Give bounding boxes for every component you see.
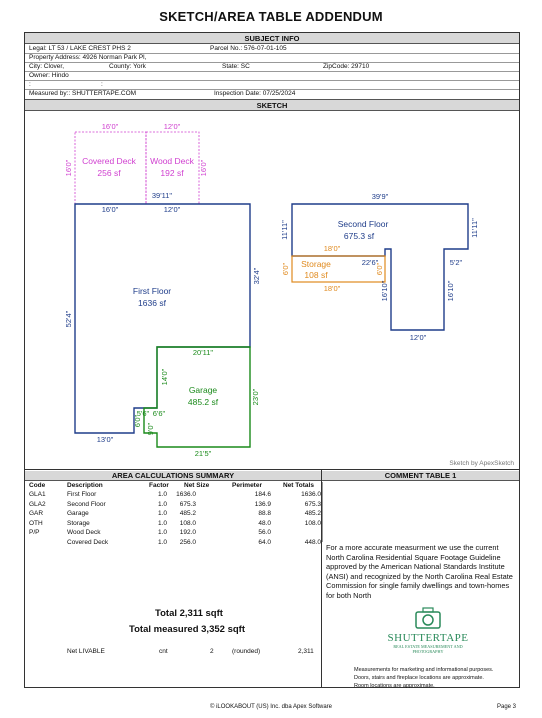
calc-cell: 88.8 (258, 510, 271, 517)
dim-storage-bottom: 18'0" (323, 284, 341, 293)
net-livable-rounded: (rounded) (232, 648, 261, 655)
dim-first-floor-left: 52'4" (64, 310, 73, 328)
blank-field-2: : (101, 81, 103, 88)
page-title: SKETCH/AREA TABLE ADDENDUM (159, 9, 383, 24)
dim-second-floor-right: 11'11" (470, 218, 479, 238)
calc-cell: 56.0 (258, 529, 271, 536)
sketch-header: SKETCH (25, 99, 519, 111)
dim-second-floor-inner: 22'6" (361, 258, 379, 267)
calc-cell: GLA2 (29, 500, 46, 508)
wood-deck-name: Wood Deck (150, 156, 194, 166)
calc-cell: 184.6 (254, 491, 271, 498)
dim-wood-deck-top: 12'0" (163, 122, 181, 131)
calc-cell: Garage (67, 510, 89, 517)
calc-cell: 448.0 (304, 538, 321, 546)
dim-storage-top: 18'0" (323, 244, 341, 253)
calc-cell: 1.0 (158, 529, 168, 536)
calc-cell: 485.2 (179, 510, 196, 517)
col-perimeter: Perimeter (232, 482, 262, 489)
zip-code: ZipCode: 29710 (323, 63, 370, 70)
dim-first-floor-top-total: 39'11" (151, 191, 173, 200)
dim-garage-bottom: 21'5" (194, 449, 212, 458)
garage-area: 485.2 sf (187, 397, 219, 407)
calc-cell: 1.0 (158, 491, 168, 498)
first-floor-name: First Floor (132, 286, 172, 296)
calc-cell: Wood Deck (67, 529, 101, 536)
second-floor-name: Second Floor (337, 219, 389, 229)
total-sqft: Total 2,311 sqft (155, 608, 223, 619)
dim-covered-deck-top: 16'0" (101, 122, 119, 131)
logo-tagline: REAL ESTATE MEASUREMENT AND PHOTOGRAPHY (393, 644, 463, 654)
comment-table-header: COMMENT TABLE 1 (322, 471, 519, 481)
calc-cell: 1.0 (158, 510, 168, 517)
col-net-size: Net Size (184, 482, 210, 489)
dim-garage-small-d: 9'0" (146, 422, 155, 436)
dim-garage-left: 14'0" (160, 368, 169, 386)
dim-second-floor-leg-right: 16'10" (446, 280, 455, 302)
calc-cell: 675.3 (304, 500, 321, 508)
calc-cell: 108.0 (179, 519, 196, 527)
copyright: © iLOOKABOUT (US) Inc. dba Apex Software (209, 704, 333, 710)
logo-name: SHUTTERTAPE (387, 632, 469, 644)
covered-deck-name: Covered Deck (82, 156, 136, 166)
calc-cell: 64.0 (258, 538, 271, 546)
dim-garage-top: 20'11" (192, 348, 214, 357)
comment-text: For a more accurate measurment we use the current North Carolina Residential Square Footage Guideline approved by the American National Standards Institute (ANSI) and recognized by the North Carolina Real Estate Commission for single family dwellings and town-homes for both North (326, 543, 513, 600)
dim-first-floor-top-a: 16'0" (101, 205, 119, 214)
col-code: Code (29, 482, 46, 489)
net-livable-cnt: cnt (159, 648, 168, 655)
dim-first-floor-bottom: 13'0" (96, 435, 114, 444)
calc-cell: 1.0 (158, 500, 168, 508)
dim-garage-small-c: 6'0" (133, 414, 142, 428)
calc-cell: 136.9 (254, 500, 271, 508)
area-calc-header: AREA CALCULATIONS SUMMARY (25, 471, 321, 481)
calc-cell: OTH (29, 519, 43, 527)
second-floor-area: 675.3 sf (343, 231, 375, 241)
camera-logo-icon (413, 605, 443, 631)
net-livable-label: Net LIVABLE (67, 648, 105, 655)
col-description: Description (67, 482, 103, 489)
dim-garage-small-a: 5'6" (136, 409, 150, 418)
calc-cell: 192.0 (179, 529, 196, 536)
storage-area: 108 sf (304, 270, 328, 280)
inspection-date: Inspection Date: 07/25/2024 (214, 90, 296, 97)
first-floor-area: 1636 sf (138, 298, 166, 308)
dim-first-floor-right: 32'4" (252, 267, 261, 285)
calc-cell: Covered Deck (67, 538, 109, 546)
dim-second-floor-top: 39'9" (371, 192, 389, 201)
state: State: SC (222, 63, 250, 70)
calc-cell: 1.0 (158, 519, 168, 527)
calc-cell: P/P (29, 529, 40, 536)
subject-info-header: SUBJECT INFO (25, 33, 519, 44)
calc-cell: 108.0 (304, 519, 321, 527)
dim-first-floor-top-b: 12'0" (163, 205, 181, 214)
first-floor-outline (75, 204, 250, 436)
note-rooms: Room locations are approximate. (354, 683, 435, 689)
calc-cell: 1636.0 (176, 491, 196, 498)
calc-cell: 1636.0 (301, 491, 321, 498)
calc-cell: Second Floor (67, 500, 106, 508)
dim-garage-small-b: 6'6" (152, 409, 166, 418)
page-number: Page 3 (497, 704, 517, 710)
calc-cell: 1.0 (158, 538, 168, 546)
wood-deck-area: 192 sf (160, 168, 184, 178)
storage-name: Storage (301, 259, 331, 269)
owner: Owner: Hindo (29, 72, 69, 79)
garage-name: Garage (188, 385, 218, 395)
calc-cell: 256.0 (179, 538, 196, 546)
calc-cell: 48.0 (258, 519, 271, 527)
county: County: York (109, 63, 146, 70)
dim-garage-right: 23'0" (251, 388, 260, 406)
net-livable-value: 2,311 (298, 648, 314, 655)
dim-second-floor-step: 5'2" (449, 258, 463, 267)
dim-storage-left: 6'0" (281, 262, 290, 276)
dim-second-floor-leg-left: 16'10" (380, 280, 389, 302)
calc-cell: First Floor (67, 491, 97, 498)
dim-wood-deck-right: 16'0" (199, 159, 208, 177)
net-livable-count: 2 (210, 648, 214, 655)
measured-by: Measured by:: SHUTTERTAPE.COM (29, 90, 137, 97)
blank-field-1: : (29, 81, 31, 88)
dim-second-floor-bottom: 12'0" (409, 333, 427, 342)
note-marketing: Measurements for marketing and informational purposes. (354, 667, 494, 673)
parcel-number: Parcel No.: 576-07-01-105 (210, 45, 287, 52)
shuttertape-logo (378, 605, 478, 654)
covered-deck-area: 256 sf (97, 168, 121, 178)
property-address: Property Address: 4926 Norman Park Pl, (29, 54, 147, 61)
dim-storage-right: 6'0" (375, 262, 384, 276)
dim-second-floor-left: 11'11" (280, 220, 289, 240)
calc-cell: GLA1 (29, 491, 46, 498)
total-measured-sqft: Total measured 3,352 sqft (129, 624, 245, 635)
legal-text: Legal: LT 53 / LAKE CREST PHS 2 (29, 45, 131, 52)
calc-cell: 485.2 (304, 510, 321, 517)
col-net-totals: Net Totals (283, 482, 314, 489)
dim-covered-deck-left: 16'0" (64, 159, 73, 177)
floor-plan-sketch (25, 111, 519, 469)
note-doors: Doors, stairs and fireplace locations are approximate. (354, 675, 484, 681)
city: City: Clover, (29, 63, 65, 70)
calc-cell: Storage (67, 519, 90, 527)
calc-cell: GAR (29, 510, 44, 517)
sketch-credit: Sketch by ApexSketch (449, 460, 514, 467)
col-factor: Factor (149, 482, 169, 489)
calc-cell: 675.3 (179, 500, 196, 508)
